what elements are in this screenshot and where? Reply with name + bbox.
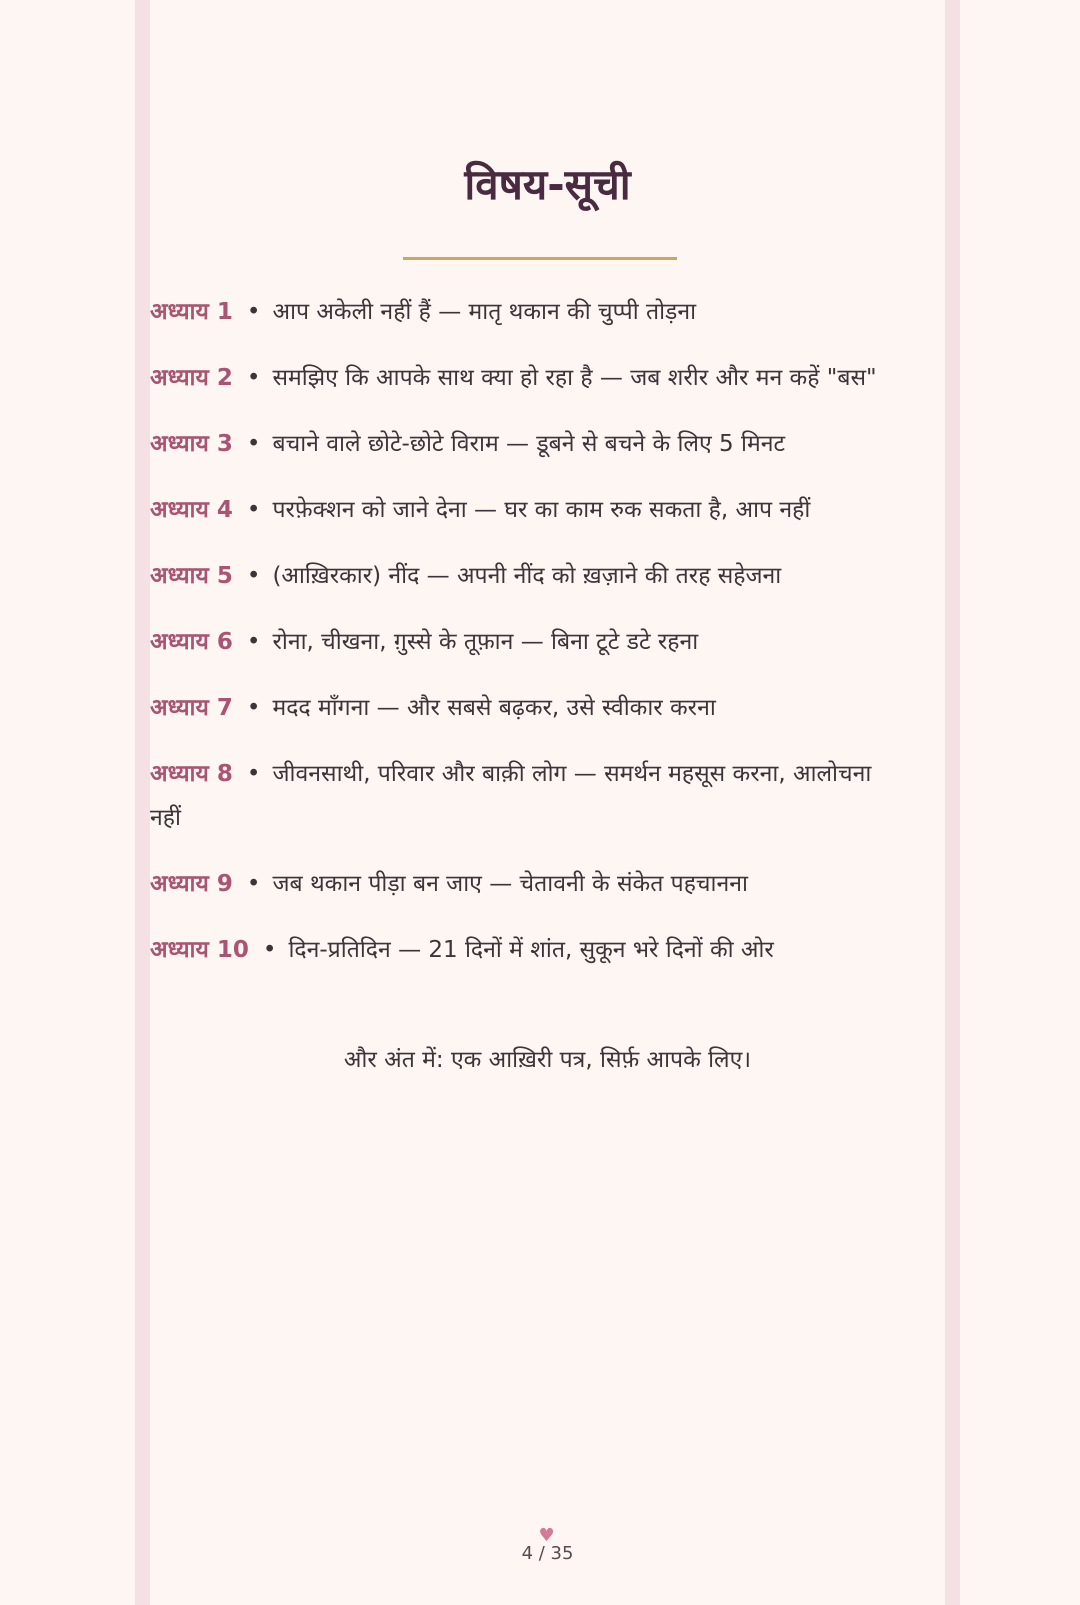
bullet-separator: • [246, 365, 261, 391]
toc-entry-4 [150, 488, 890, 532]
chapter-label: अध्याय 7 [150, 695, 233, 721]
chapter-label: अध्याय 2 [150, 365, 233, 391]
chapter-title: (आख़िरकार) नींद — अपनी नींद को ख़ज़ाने की तरह सहेजना [272, 563, 782, 589]
chapter-title: रोना, चीखना, ग़ुस्से के तूफ़ान — बिना टूटे डटे रहना [272, 629, 699, 655]
chapter-title: परफ़ेक्शन को जाने देना — घर का काम रुक सकता है, आप नहीं [272, 497, 811, 523]
table-of-contents [150, 290, 890, 994]
bullet-separator: • [246, 629, 261, 655]
chapter-title: दिन-प्रतिदिन — 21 दिनों में शांत, सुकून भरे दिनों की ओर [288, 937, 774, 963]
chapter-label: अध्याय 1 [150, 299, 233, 325]
closing-note: और अंत में: एक आख़िरी पत्र, सिर्फ़ आपके लिए। [343, 1047, 752, 1073]
toc-entry-3 [150, 422, 890, 466]
toc-entry-10 [150, 928, 890, 972]
chapter-title: बचाने वाले छोटे-छोटे विराम — डूबने से बचने के लिए 5 मिनट [272, 431, 786, 457]
toc-entry-6 [150, 620, 890, 664]
title-divider [403, 257, 677, 260]
bullet-separator: • [246, 497, 261, 523]
bullet-separator: • [246, 761, 261, 787]
page-title: विषय-सूची [464, 160, 631, 209]
toc-entry-5 [150, 554, 890, 598]
chapter-title: आप अकेली नहीं हैं — मातृ थकान की चुप्पी तोड़ना [272, 299, 697, 325]
chapter-title: मदद माँगना — और सबसे बढ़कर, उसे स्वीकार करना [272, 695, 716, 721]
chapter-label: अध्याय 10 [150, 937, 249, 963]
chapter-label: अध्याय 9 [150, 871, 233, 897]
bullet-separator: • [246, 695, 261, 721]
toc-entry-1 [150, 290, 890, 334]
chapter-title: समझिए कि आपके साथ क्या हो रहा है — जब शरीर और मन कहें "बस" [272, 365, 877, 391]
document-page [135, 0, 960, 1605]
heart-icon: ♥ [538, 1525, 555, 1546]
chapter-label: अध्याय 6 [150, 629, 233, 655]
chapter-label: अध्याय 5 [150, 563, 233, 589]
chapter-label: अध्याय 4 [150, 497, 233, 523]
page-footer [150, 1525, 945, 1564]
bullet-separator: • [246, 299, 261, 325]
chapter-label: अध्याय 3 [150, 431, 233, 457]
toc-entry-7 [150, 686, 890, 730]
page-number: 4 / 35 [521, 1543, 574, 1564]
bullet-separator: • [246, 431, 261, 457]
bullet-separator: • [246, 563, 261, 589]
chapter-title: जीवनसाथी, परिवार और बाक़ी लोग — समर्थन महसूस करना, आलोचना नहीं [150, 761, 872, 831]
bullet-separator: • [262, 937, 277, 963]
chapter-title: जब थकान पीड़ा बन जाए — चेतावनी के संकेत पहचानना [272, 871, 748, 897]
toc-entry-2 [150, 356, 890, 400]
bullet-separator: • [246, 871, 261, 897]
chapter-label: अध्याय 8 [150, 761, 233, 787]
toc-entry-8 [150, 752, 890, 840]
toc-entry-9 [150, 862, 890, 906]
